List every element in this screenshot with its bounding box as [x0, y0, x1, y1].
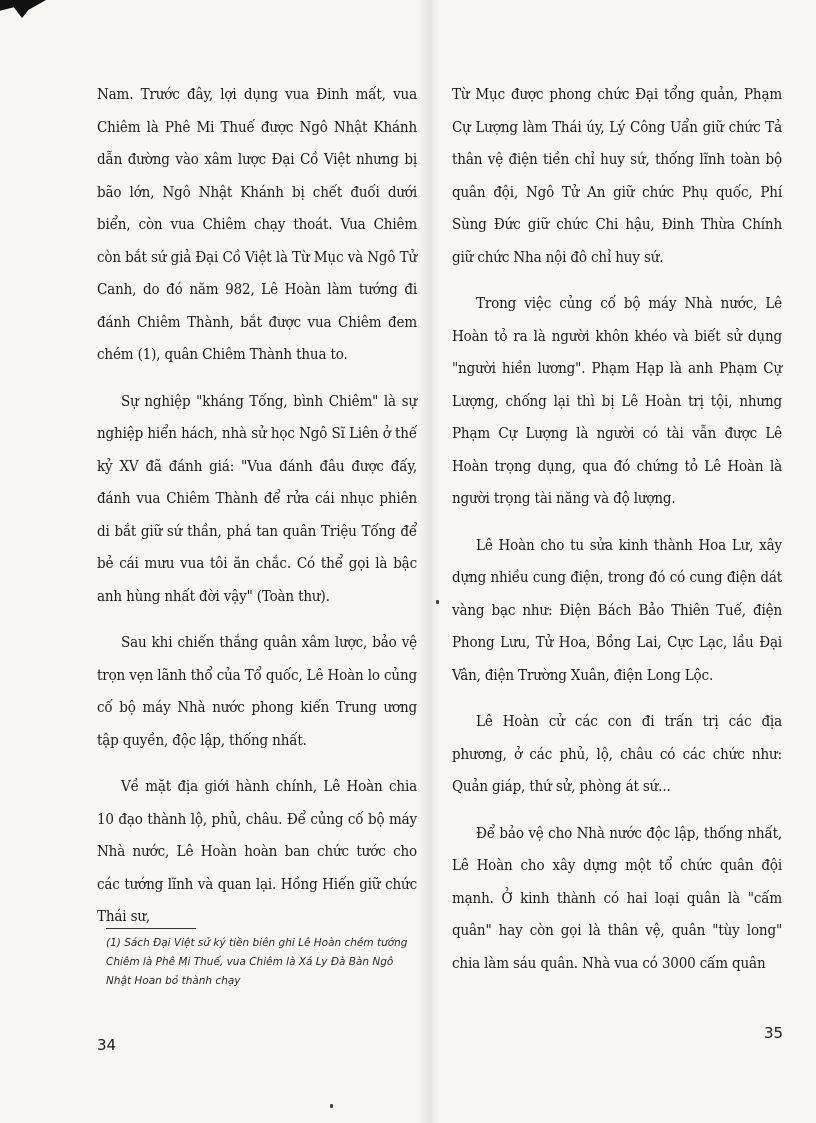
scan-corner-mark — [0, 0, 46, 18]
right-paragraph-4: Lê Hoàn cử các con đi trấn trị các địa phương, ở các phủ, lộ, châu có các chức như: Quản giáp, thứ sử, phòng át sứ... — [452, 712, 782, 795]
page-number-left: 34 — [97, 1036, 117, 1054]
scan-speck — [330, 1104, 333, 1108]
left-page-text — [97, 78, 417, 933]
footnote-rule — [106, 928, 196, 929]
left-paragraph-4: Về mặt địa giới hành chính, Lê Hoàn chia 10 đạo thành lộ, phủ, châu. Để củng cố bộ máy Nhà nước, Lê Hoàn hoàn ban chức tước cho các tướng lĩnh và quan lại. Hồng Hiến giữ chức Thái sư, — [97, 777, 417, 925]
left-paragraph-1: Nam. Trước đây, lợi dụng vua Đinh mất, vua Chiêm là Phê Mi Thuế được Ngô Nhật Khánh dẫn đường vào xâm lược Đại Cồ Việt nhưng bị bão lớn, Ngô Nhật Khánh bị chết đuối dưới biển, còn vua Chiêm chạy thoát. Vua Chiêm còn bắt sứ giả Đại Cồ Việt là Từ Mục và Ngô Tử Canh, do đó năm 982, Lê Hoàn làm tướng đi đánh Chiêm Thành, bắt được vua Chiêm đem chém (1), quân Chiêm Thành thua to. — [97, 85, 417, 363]
page-number-right: 35 — [764, 1024, 784, 1042]
book-gutter — [418, 0, 440, 1123]
right-paragraph-5: Để bảo vệ cho Nhà nước độc lập, thống nhất, Lê Hoàn cho xây dựng một tổ chức quân đội mạnh. Ở kinh thành có hai loại quân là "cấm quân" hay còn gọi là thân vệ, quân "tùy long" chia làm sáu quân. Nhà vua có 3000 cấm quân — [452, 823, 782, 972]
right-paragraph-3: Lê Hoàn cho tu sửa kinh thành Hoa Lư, xây dựng nhiều cung điện, trong đó có cung điện dát vàng bạc như: Điện Bách Bảo Thiên Tuế, điện Phong Lưu, Tử Hoa, Bồng Lai, Cực Lạc, lầu Đại Vân, điện Trường Xuân, điện Long Lộc. — [452, 535, 782, 684]
right-page-text — [452, 78, 782, 979]
left-paragraph-3: Sau khi chiến thắng quân xâm lược, bảo vệ trọn vẹn lãnh thổ của Tổ quốc, Lê Hoàn lo củng cố bộ máy Nhà nước phong kiến Trung ương tập quyền, độc lập, thống nhất. — [97, 633, 417, 749]
footnote: (1) Sách Đại Việt sử ký tiền biên ghi Lê Hoàn chém tướng Chiêm là Phê Mi Thuế, vua Chiêm là Xá Ly Đà Bàn Ngô Nhật Hoan bỏ thành chạy — [106, 937, 408, 987]
right-paragraph-2: Trong việc củng cố bộ máy Nhà nước, Lê Hoàn tỏ ra là người khôn khéo và biết sử dụng "người hiền lương". Phạm Hạp là anh Phạm Cự Lượng, chống lại thì bị Lê Hoàn trị tội, nhưng Phạm Cự Lượng là người có tài vẫn được Lê Hoàn trọng dụng, qua đó chứng tỏ Lê Hoàn là người trọng tài năng và độ lượng. — [452, 294, 782, 507]
scan-speck — [436, 600, 439, 604]
left-paragraph-2: Sự nghiệp "kháng Tống, bình Chiêm" là sự nghiệp hiển hách, nhà sử học Ngô Sĩ Liên ở thế kỷ XV đã đánh giá: "Vua đánh đâu được đấy, đánh vua Chiêm Thành để rửa cái nhục phiên di bắt giữ sứ thần, phá tan quân Triệu Tống để bẻ cái mưu vua tôi ăn chắc. Có thể gọi là bậc anh hùng nhất đời vậy" (Toàn thư). — [97, 391, 417, 605]
right-paragraph-1: Từ Mục được phong chức Đại tổng quản, Phạm Cự Lượng làm Thái úy, Lý Công Uẩn giữ chức Tả thân vệ điện tiền chỉ huy sứ, thống lĩnh toàn bộ quân đội, Ngô Tử An giữ chức Phụ quốc, Phí Sùng Đức giữ chức Chi hậu, Đinh Thừa Chính giữ chức Nha nội đô chỉ huy sứ. — [452, 85, 782, 266]
